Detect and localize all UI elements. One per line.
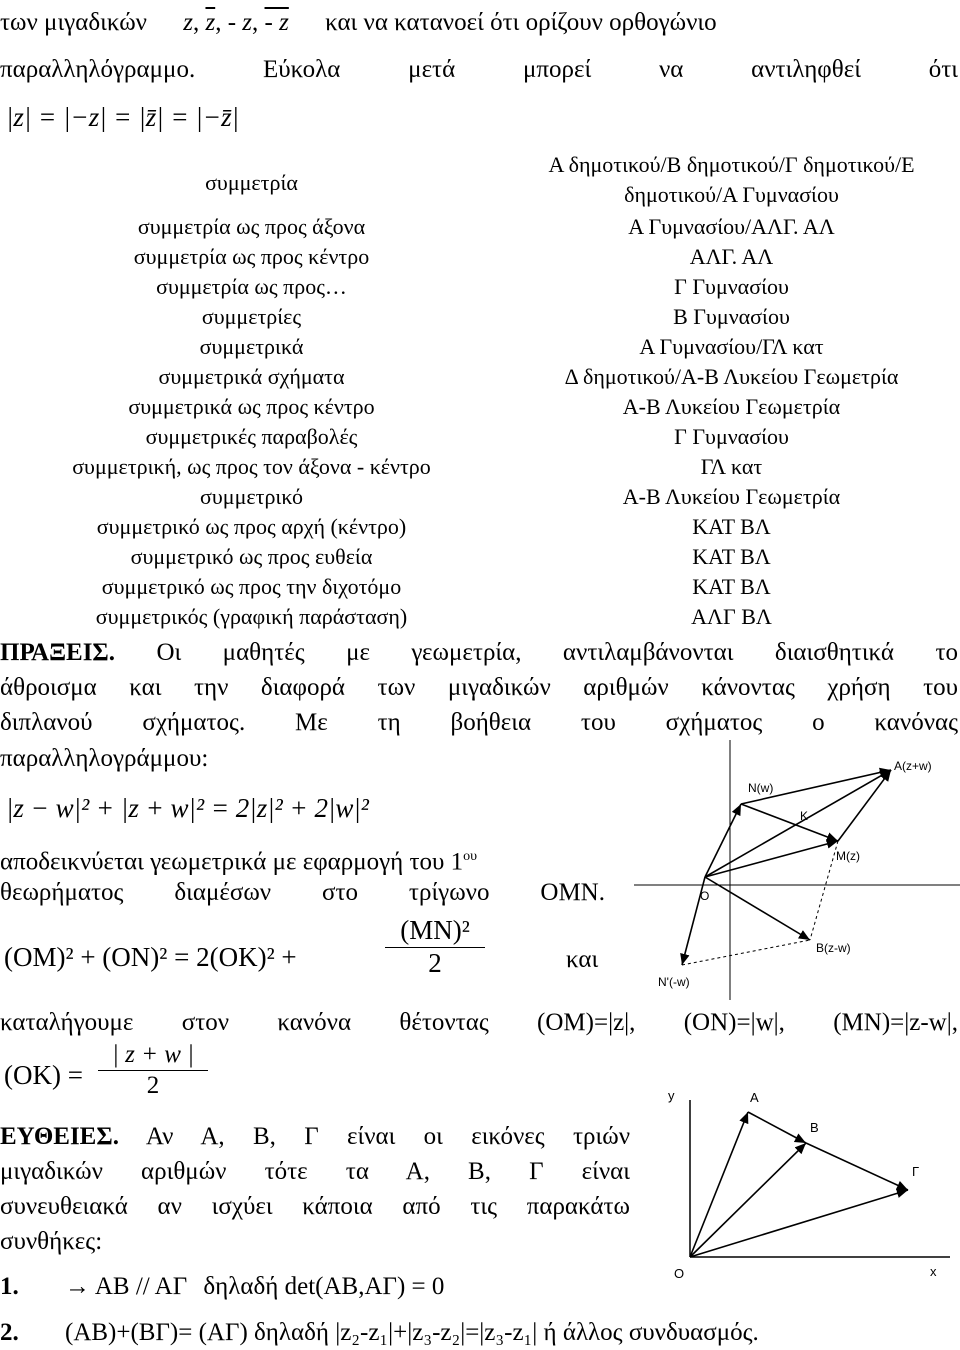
vector-OA xyxy=(705,770,891,877)
conclude-line: καταλήγουμε στον κανόνα θέτοντας (ΟΜ)=|z|, (ΟΝ)=|w|, (ΜΝ)=|z-w|, xyxy=(0,1009,958,1036)
table-term: συμμετρική, ως προς τον άξονα - κέντρο xyxy=(72,454,431,479)
praxeis-line-3: διπλανού σχήματος. Με τη βοήθεια του σχήματος ο κανόνας xyxy=(0,709,958,736)
superscript: ου xyxy=(463,849,478,864)
math-neg-z: - z xyxy=(227,9,253,36)
parallelogram-rule: |z − w|² + |z + w|² = 2|z|² + 2|w|² xyxy=(6,793,369,823)
dashed-MB xyxy=(810,841,838,940)
median-fraction xyxy=(385,915,485,978)
label-A: A xyxy=(750,1090,759,1105)
fraction-denominator: 2 xyxy=(428,948,442,978)
vector-OB xyxy=(705,877,810,940)
section-heading: ΠΡΑΞΕΙΣ. xyxy=(0,639,116,666)
table-term: συμμετρικό ως προς την διχοτόμο xyxy=(101,574,402,599)
table-term: συμμετρικά σχήματα xyxy=(158,364,345,389)
praxeis-line-2: άθροισμα και την διαφορά των μιγαδικών αριθμών κάνοντας χρήση του xyxy=(0,674,958,701)
ok-fraction xyxy=(98,1040,208,1101)
table-classes: Α-Β Λυκείου Γεωμετρία xyxy=(622,394,841,419)
math-neg-z-conj: - z xyxy=(264,9,289,36)
intro-line-2: παραλληλόγραμμο. Εύκολα μετά μπορεί να αντιληφθεί ότι xyxy=(0,56,958,83)
det-AG: AΓ xyxy=(364,1273,397,1300)
table-classes: ΚΑΤ ΒΛ xyxy=(692,574,771,599)
table-classes: Α δημοτικού/Β δημοτικού/Γ δημοτικού/Ε δημοτικού/Α Γυμνασίου xyxy=(548,152,915,207)
table-term: συμμετρικά xyxy=(199,334,304,359)
fraction-denominator: 2 xyxy=(146,1072,160,1099)
ok-formula-lhs: (OK) = xyxy=(4,1060,83,1090)
modulus-equation: |z| = |−z| = |z̄| = |−z̄| xyxy=(6,102,240,132)
condition-2-text: (ΑΒ)+(ΒΓ)= (ΑΓ) δηλαδή |z₂-z₁|+|z₃-z₂|=|z₃-z₁| ή άλλος συνδυασμός. xyxy=(65,1319,759,1346)
vector-OG xyxy=(690,1190,908,1257)
label-G: Γ xyxy=(912,1164,920,1179)
praxeis-line-1 xyxy=(0,638,958,668)
table-term: συμμετρία xyxy=(205,170,298,195)
section-heading: ΕΥΘΕΙΕΣ. xyxy=(0,1123,119,1150)
proof-line-2: θεωρήματος διαμέσων στο τρίγωνο ΟΜΝ. xyxy=(0,879,605,906)
table-classes: ΑΛΓ ΒΛ xyxy=(691,604,772,629)
paragraph-text: Αν Α, Β, Γ είναι οι εικόνες τριών xyxy=(145,1123,630,1150)
intro-line-1: των μιγαδικών z, $\overline{z}$, - z, - z και να κατανοεί ότι ορίζουν ορθογώνιο xyxy=(0,9,717,36)
parallelogram-diagram xyxy=(620,740,960,1000)
vector-OA xyxy=(690,1112,748,1257)
paragraph-text: Οι μαθητές με γεωμετρία, αντιλαμβάνονται διαισθητικά το xyxy=(156,639,959,666)
det-close: ) = 0 xyxy=(396,1273,445,1300)
label-K: K xyxy=(800,809,809,823)
condition-2 xyxy=(0,1318,759,1348)
dilady-text: δηλαδή xyxy=(203,1273,279,1300)
table-classes: ΑΛΓ. ΑΛ xyxy=(689,244,774,269)
list-number: 2. xyxy=(0,1319,19,1346)
table-term: συμμετρικός (γραφική παράσταση) xyxy=(95,604,408,629)
kai-word: και xyxy=(566,946,599,973)
label-x: x xyxy=(930,1264,937,1279)
table-term: συμμετρικό ως προς ευθεία xyxy=(130,544,373,569)
det-AB: AB xyxy=(323,1273,359,1300)
table-term: συμμετρικό xyxy=(200,484,303,509)
vector-AB-label: AB xyxy=(94,1273,130,1300)
list-number: 1. xyxy=(0,1273,19,1300)
vector-AG-label: AΓ xyxy=(154,1273,188,1300)
math-z: z xyxy=(183,9,193,36)
det-open: det( xyxy=(284,1273,324,1300)
vector-BG xyxy=(806,1143,908,1190)
table-classes: Δ δημοτικού/Α-Β Λυκείου Γεωμετρία xyxy=(564,364,899,389)
intro-text: των μιγαδικών xyxy=(0,9,147,36)
fraction-numerator: | z + w | xyxy=(98,1040,208,1071)
table-classes: Α Γυμνασίου/ΑΛΓ. ΑΛ xyxy=(628,214,835,239)
collinear-diagram xyxy=(660,1080,960,1285)
label-O: O xyxy=(700,889,710,903)
label-N-prime: N'(-w) xyxy=(658,975,690,989)
table-classes: Β Γυμνασίου xyxy=(673,304,790,329)
vector-AB xyxy=(748,1112,806,1143)
median-formula-lhs: (OM)² + (ON)² = 2(OK)² + xyxy=(4,942,297,972)
table-term: συμμετρικά ως προς κέντρο xyxy=(128,394,375,419)
vector-OM xyxy=(705,841,838,877)
intro-text-2: και να κατανοεί ότι ορίζουν ορθογώνιο xyxy=(325,9,717,36)
table-term: συμμετρία ως προς άξονα xyxy=(137,214,366,239)
eytheies-line-3: συνευθειακά αν ισχύει κάποια από τις παρακάτω xyxy=(0,1193,630,1220)
table-term: συμμετρία ως προς… xyxy=(156,274,347,299)
label-O: O xyxy=(674,1266,685,1281)
parallel-symbol: // xyxy=(135,1273,150,1300)
table-classes: ΚΑΤ ΒΛ xyxy=(692,544,771,569)
table-term: συμμετρικό ως προς αρχή (κέντρο) xyxy=(96,514,407,539)
math-z-conj: $\overline{z}$ xyxy=(205,9,216,36)
label-B: B xyxy=(810,1120,819,1135)
table-term: συμμετρικές παραβολές xyxy=(145,424,358,449)
label-y: y xyxy=(668,1088,675,1103)
vector-AB: → xyxy=(65,1273,90,1300)
eytheies-line-4: συνθήκες: xyxy=(0,1228,103,1255)
praxeis-line-4: παραλληλογράμμου: xyxy=(0,745,209,772)
table-classes: Γ Γυμνασίου xyxy=(674,274,789,299)
table-classes: Α-Β Λυκείου Γεωμετρία xyxy=(622,484,841,509)
table-classes: Α Γυμνασίου/ΓΛ κατ xyxy=(639,334,824,359)
condition-1: 1. → AB // AΓ δηλαδή det(AB,AΓ) = 0 xyxy=(0,1273,445,1300)
fraction-numerator: (MN)² xyxy=(385,915,485,948)
paragraph-text: αποδεικνύεται γεωμετρικά με εφαρμογή του 1 xyxy=(0,848,464,876)
label-A: A(z+w) xyxy=(894,759,932,773)
table-classes: ΚΑΤ ΒΛ xyxy=(692,514,771,539)
table-classes: Γ Γυμνασίου xyxy=(674,424,789,449)
proof-line-1 xyxy=(0,842,477,877)
table-term: συμμετρία ως προς κέντρο xyxy=(133,244,370,269)
label-B: B(z-w) xyxy=(816,941,851,955)
table-classes: ΓΛ κατ xyxy=(700,454,763,479)
label-M: M(z) xyxy=(836,849,860,863)
eytheies-line-2: μιγαδικών αριθμών τότε τα Α, Β, Γ είναι xyxy=(0,1158,630,1185)
label-N: N(w) xyxy=(748,781,774,795)
dashed-NB xyxy=(682,940,810,965)
eytheies-line-1 xyxy=(0,1122,630,1152)
table-term: συμμετρίες xyxy=(201,304,302,329)
